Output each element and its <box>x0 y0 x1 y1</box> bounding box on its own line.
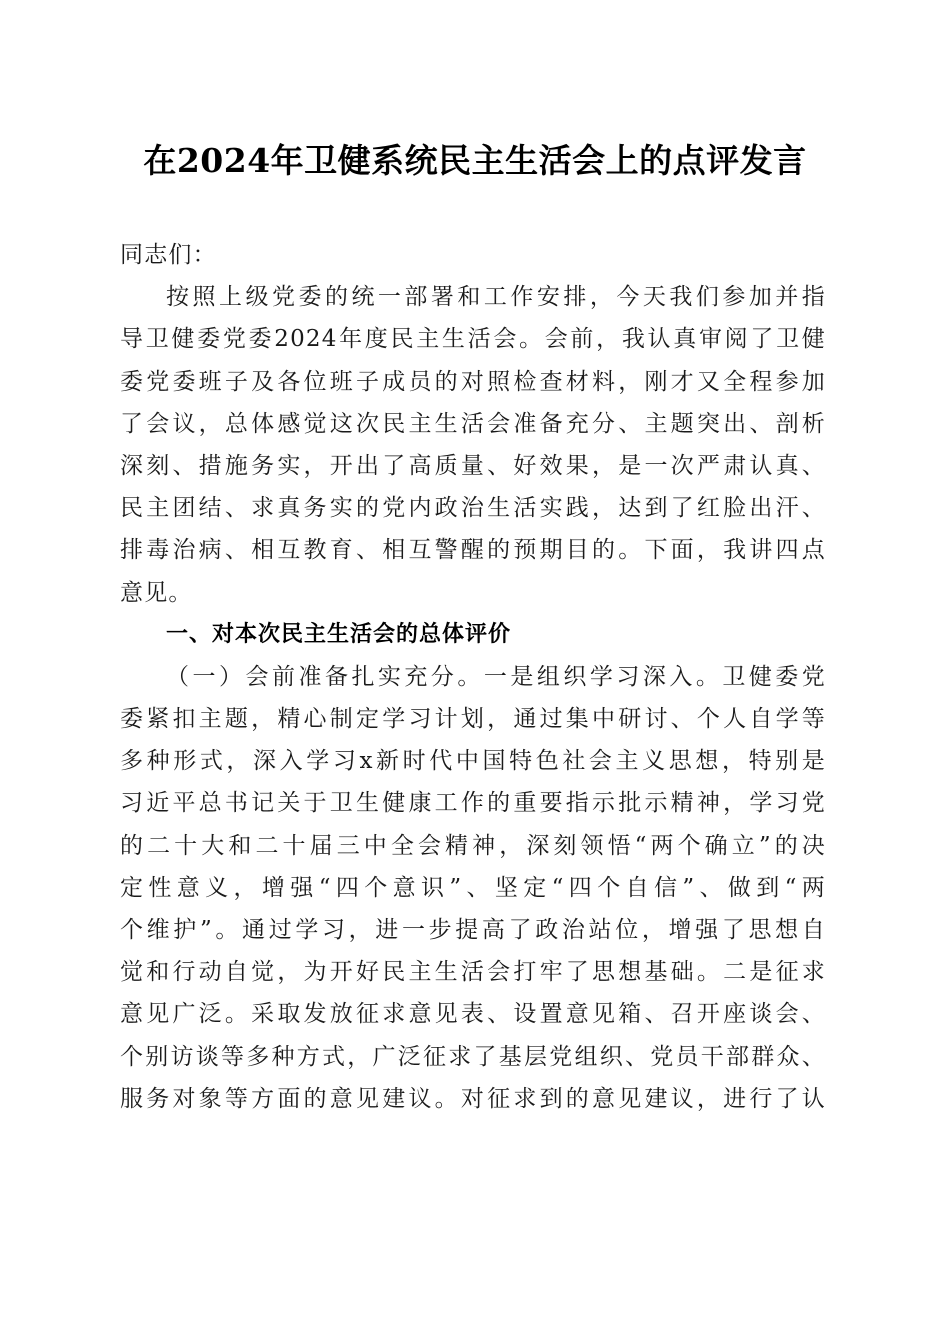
paragraph-line: 服务对象等方面的意见建议。对征求到的意见建议，进行了认 <box>120 1085 826 1112</box>
paragraph-line: 委党委班子及各位班子成员的对照检查材料，刚才又全程参加 <box>120 368 826 395</box>
paragraph-line: （一）会前准备扎实充分。一是组织学习深入。卫健委党 <box>166 663 826 690</box>
paragraph-line: 定性意义，增强“四个意识”、坚定“四个自信”、做到“两 <box>120 874 826 901</box>
paragraph-line: 的二十大和二十届三中全会精神，深刻领悟“两个确立”的决 <box>120 832 826 859</box>
document-body <box>120 234 826 1120</box>
paragraph-line: 多种形式，深入学习x新时代中国特色社会主义思想，特别是 <box>120 748 826 775</box>
paragraph-line: 觉和行动自觉，为开好民主生活会打牢了思想基础。二是征求 <box>120 959 826 986</box>
paragraph-line: 意见。 <box>120 579 193 606</box>
paragraph-line: 民主团结、求真务实的党内政治生活实践，达到了红脸出汗、 <box>120 495 826 522</box>
paragraph-line: 排毒治病、相互教育、相互警醒的预期目的。下面，我讲四点 <box>120 537 826 564</box>
paragraph-line: 导卫健委党委2024年度民主生活会。会前，我认真审阅了卫健 <box>120 326 826 353</box>
paragraph-line: 习近平总书记关于卫生健康工作的重要指示批示精神，学习党 <box>120 790 826 817</box>
paragraph-line: 了会议，总体感觉这次民主生活会准备充分、主题突出、剖析 <box>120 410 826 437</box>
paragraph-line: 意见广泛。采取发放征求意见表、设置意见箱、召开座谈会、 <box>120 1001 826 1028</box>
paragraph-line: 按照上级党委的统一部署和工作安排，今天我们参加并指 <box>166 284 826 311</box>
salutation: 同志们： <box>120 242 217 268</box>
paragraph-line: 个维护”。通过学习，进一步提高了政治站位，增强了思想自 <box>120 917 826 943</box>
document-title: 在2024年卫健系统民主生活会上的点评发言 <box>143 141 807 180</box>
section-heading: 一、对本次民主生活会的总体评价 <box>166 621 512 647</box>
paragraph-line: 深刻、措施务实，开出了高质量、好效果，是一次严肃认真、 <box>120 452 826 479</box>
paragraph-line: 个别访谈等多种方式，广泛征求了基层党组织、党员干部群众、 <box>120 1043 826 1070</box>
paragraph-line: 委紧扣主题，精心制定学习计划，通过集中研讨、个人自学等 <box>120 706 826 733</box>
